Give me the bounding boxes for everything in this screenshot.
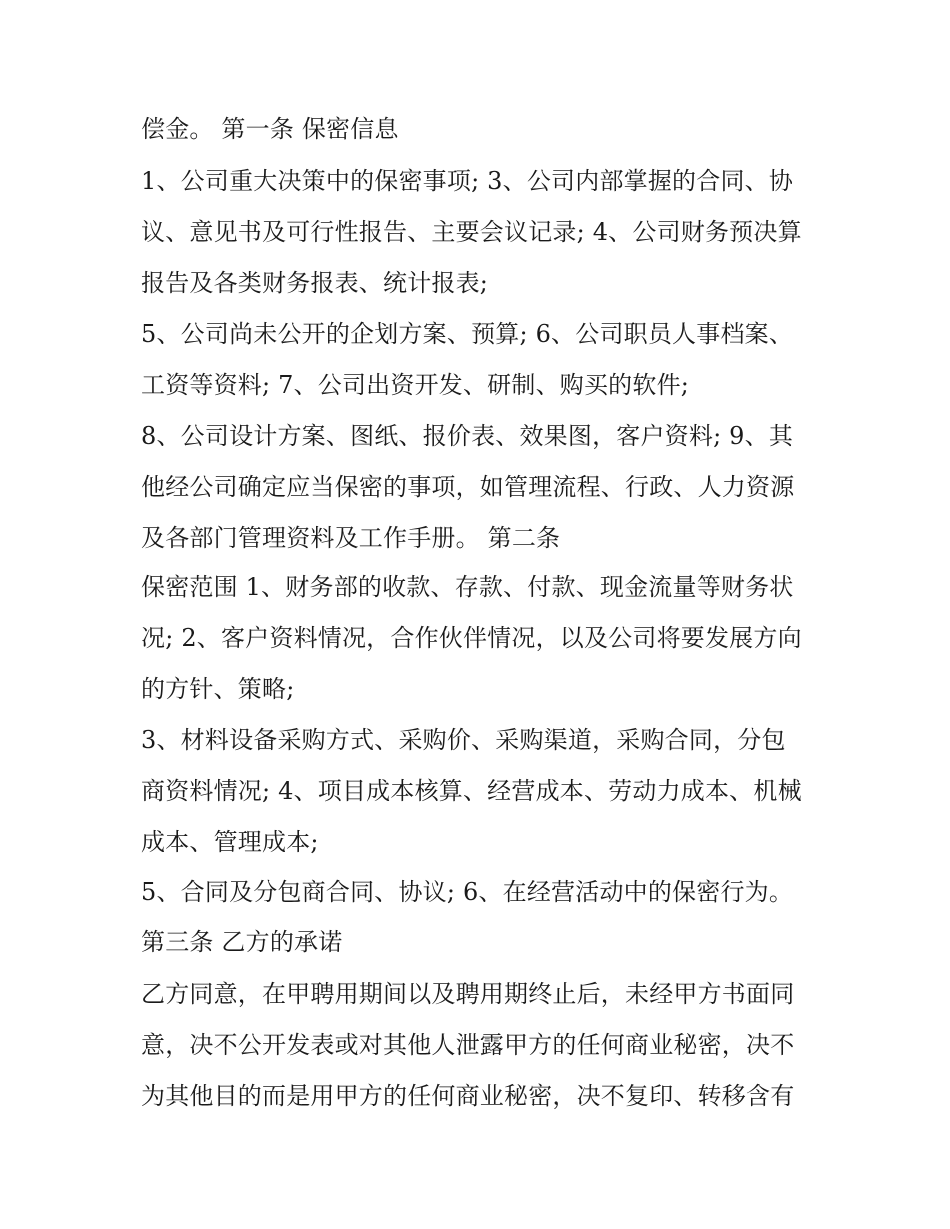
- text-line: 他经公司确定应当保密的事项，如管理流程、行政、人力资源: [141, 473, 795, 501]
- text-line: 工资等资料; 7、公司出资开发、研制、购买的软件;: [141, 371, 690, 399]
- text-line: 8、公司设计方案、图纸、报价表、效果图，客户资料; 9、其: [141, 422, 794, 450]
- text-line: 的方针、策略;: [141, 675, 295, 703]
- text-line: 3、材料设备采购方式、采购价、采购渠道，采购合同，分包: [141, 726, 786, 754]
- text-line: 偿金。 第一条 保密信息: [141, 115, 399, 143]
- text-line: 及各部门管理资料及工作手册。 第二条: [141, 524, 561, 552]
- text-line: 商资料情况; 4、项目成本核算、经营成本、劳动力成本、机械: [141, 777, 802, 805]
- text-line: 1、公司重大决策中的保密事项; 3、公司内部掌握的合同、协: [141, 167, 794, 195]
- text-line: 成本、管理成本;: [141, 828, 319, 856]
- text-line: 乙方同意，在甲聘用期间以及聘用期终止后，未经甲方书面同: [141, 980, 795, 1008]
- text-line: 5、合同及分包商合同、协议; 6、在经营活动中的保密行为。: [141, 878, 794, 906]
- text-line: 议、意见书及可行性报告、主要会议记录; 4、公司财务预决算: [141, 218, 802, 246]
- text-line: 保密范围 1、财务部的收款、存款、付款、现金流量等财务状: [141, 573, 794, 601]
- text-line: 第三条 乙方的承诺: [141, 928, 343, 956]
- text-line: 报告及各类财务报表、统计报表;: [141, 269, 489, 297]
- text-line: 况; 2、客户资料情况，合作伙伴情况，以及公司将要发展方向: [141, 624, 802, 652]
- text-line: 5、公司尚未公开的企划方案、预算; 6、公司职员人事档案、: [141, 320, 794, 348]
- text-line: 意，决不公开发表或对其他人泄露甲方的任何商业秘密，决不: [141, 1031, 795, 1059]
- text-line: 为其他目的而是用甲方的任何商业秘密，决不复印、转移含有: [141, 1082, 795, 1110]
